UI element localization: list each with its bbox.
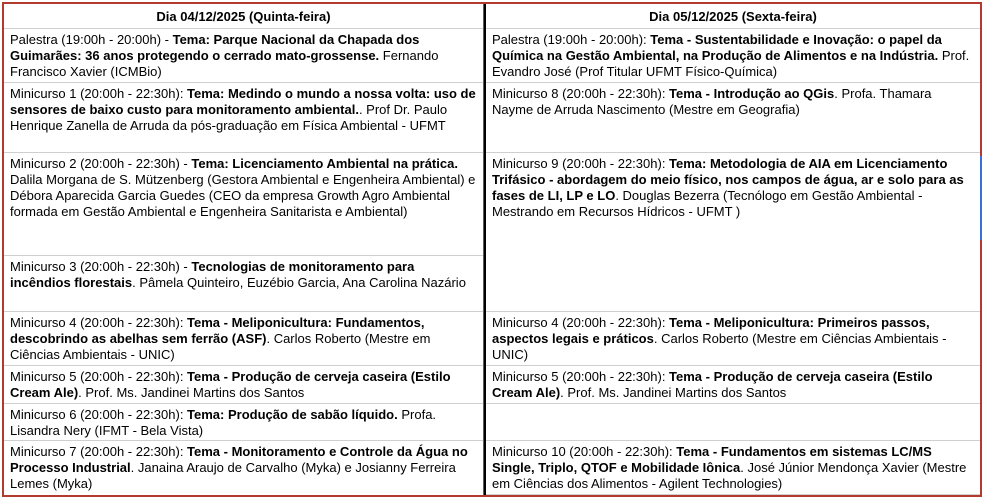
session-speaker: Profa. Lisandra Nery (IFMT - Bela Vista) — [10, 407, 437, 438]
day-header-thursday: Dia 04/12/2025 (Quinta-feira) — [4, 4, 483, 29]
session-time: Palestra (19:00h - 20:00h): — [492, 32, 651, 47]
day-header-friday: Dia 05/12/2025 (Sexta-feira) — [486, 4, 980, 29]
session-speaker: Fernando Francisco Xavier (ICMBio) — [10, 48, 439, 79]
session-speaker: Dalila Morgana de S. Mützenberg (Gestora Ambiental e Engenheira Ambiental) e Débora Aparecida Garcia Guedes (CEO da empresa Growth Agro Ambiental formada em Gestão Ambiental e Engenheira Sanitarista e Ambiental) — [10, 172, 476, 219]
schedule-cell — [486, 29, 980, 83]
schedule-cell — [4, 312, 483, 366]
session-time: Minicurso 5 (20:00h - 22:30h): — [492, 369, 670, 384]
selection-marker — [980, 156, 982, 240]
session-topic: Tema: Produção de sabão líquido. — [187, 407, 398, 422]
session-topic: Tema: Medindo o mundo a nossa volta: uso de sensores de baixo custo para monitoramento ambiental. — [10, 86, 476, 117]
session-topic: Tecnologias de monitoramento para incêndios florestais — [10, 259, 415, 290]
schedule-cell — [486, 153, 980, 312]
schedule-cell — [486, 366, 980, 404]
session-time: Minicurso 4 (20:00h - 22:30h): — [492, 315, 670, 330]
schedule-cell — [4, 404, 483, 441]
session-time: Minicurso 10 (20:00h - 22:30h): — [492, 444, 677, 459]
session-time: Minicurso 7 (20:00h - 22:30h): — [10, 444, 188, 459]
session-topic: Tema - Sustentabilidade e Inovação: o papel da Química na Gestão Ambiental, na Produção de Alimentos e na Indústria. — [492, 32, 942, 63]
session-time: Minicurso 5 (20:00h - 22:30h): — [10, 369, 188, 384]
day-column-friday — [484, 4, 980, 495]
schedule-cell — [4, 153, 483, 256]
session-topic: Tema: Metodologia de AIA em Licenciamento Trifásico - abordagem do meio físico, nos campos de água, ar e solo para as fases de LI, LP e LO — [492, 156, 964, 203]
schedule-cell — [4, 29, 483, 83]
schedule-cell — [4, 366, 483, 404]
session-topic: Tema - Produção de cerveja caseira (Estilo Cream Ale) — [10, 369, 451, 400]
session-time: Minicurso 1 (20:00h - 22:30h): — [10, 86, 188, 101]
schedule-cell — [486, 83, 980, 153]
schedule-cell — [486, 441, 980, 495]
session-topic: Tema - Produção de cerveja caseira (Estilo Cream Ale) — [492, 369, 933, 400]
session-speaker: Prof. Evandro José (Prof Titular UFMT Físico-Química) — [492, 48, 970, 79]
session-speaker: . Prof. Ms. Jandinei Martins dos Santos — [78, 385, 305, 400]
session-time: Minicurso 6 (20:00h - 22:30h): — [10, 407, 188, 422]
session-time: Minicurso 4 (20:00h - 22:30h): — [10, 315, 188, 330]
session-speaker: . Carlos Roberto (Mestre em Ciências Ambientais - UNIC) — [10, 331, 431, 362]
session-topic: Tema - Meliponicultura: Fundamentos, descobrindo as abelhas sem ferrão (ASF) — [10, 315, 425, 346]
schedule-table — [2, 2, 982, 497]
session-speaker: . Prof Dr. Paulo Henrique Zanella de Arruda da pós-graduação em Física Ambiental - UFMT — [10, 102, 448, 133]
session-topic: Tema: Parque Nacional da Chapada dos Guimarães: 36 anos protegendo o cerrado mato-grossense. — [10, 32, 420, 63]
session-speaker: . Prof. Ms. Jandinei Martins dos Santos — [560, 385, 787, 400]
session-time: Minicurso 2 (20:00h - 22:30h) - — [10, 156, 192, 171]
session-speaker: . Janaina Araujo de Carvalho (Myka) e Josianny Ferreira Lemes (Myka) — [10, 460, 456, 491]
session-topic: Tema - Monitoramento e Controle da Água no Processo Industrial — [10, 444, 468, 475]
session-topic: Tema - Introdução ao QGis — [669, 86, 835, 101]
session-time: Minicurso 9 (20:00h - 22:30h): — [492, 156, 670, 171]
session-topic: Tema - Fundamentos em sistemas LC/MS Single, Triplo, QTOF e Mobilidade Iônica — [492, 444, 932, 475]
session-speaker: . Douglas Bezerra (Tecnólogo em Gestão Ambiental - Mestrando em Recursos Hídricos - UFMT ) — [492, 188, 923, 219]
session-time: Minicurso 3 (20:00h - 22:30h) - — [10, 259, 192, 274]
session-topic: Tema - Meliponicultura: Primeiros passos, aspectos legais e práticos — [492, 315, 930, 346]
session-time: Palestra (19:00h - 20:00h) - — [10, 32, 173, 47]
schedule-cell — [4, 83, 483, 153]
schedule-cell — [4, 441, 483, 495]
session-topic: Tema: Licenciamento Ambiental na prática. — [191, 156, 458, 171]
session-speaker: . Pâmela Quinteiro, Euzébio Garcia, Ana Carolina Nazário — [132, 275, 466, 290]
schedule-cell — [486, 312, 980, 366]
schedule-cell-empty — [486, 404, 980, 441]
session-speaker: . Carlos Roberto (Mestre em Ciências Ambientais - UNIC) — [492, 331, 947, 362]
session-time: Minicurso 8 (20:00h - 22:30h): — [492, 86, 670, 101]
day-column-thursday — [4, 4, 484, 495]
session-speaker: . José Júnior Mendonça Xavier (Mestre em Ciências dos Alimentos - Agilent Technologies) — [492, 460, 967, 491]
session-speaker: . Profa. Thamara Nayme de Arruda Nascimento (Mestre em Geografia) — [492, 86, 932, 117]
schedule-cell — [4, 256, 483, 312]
